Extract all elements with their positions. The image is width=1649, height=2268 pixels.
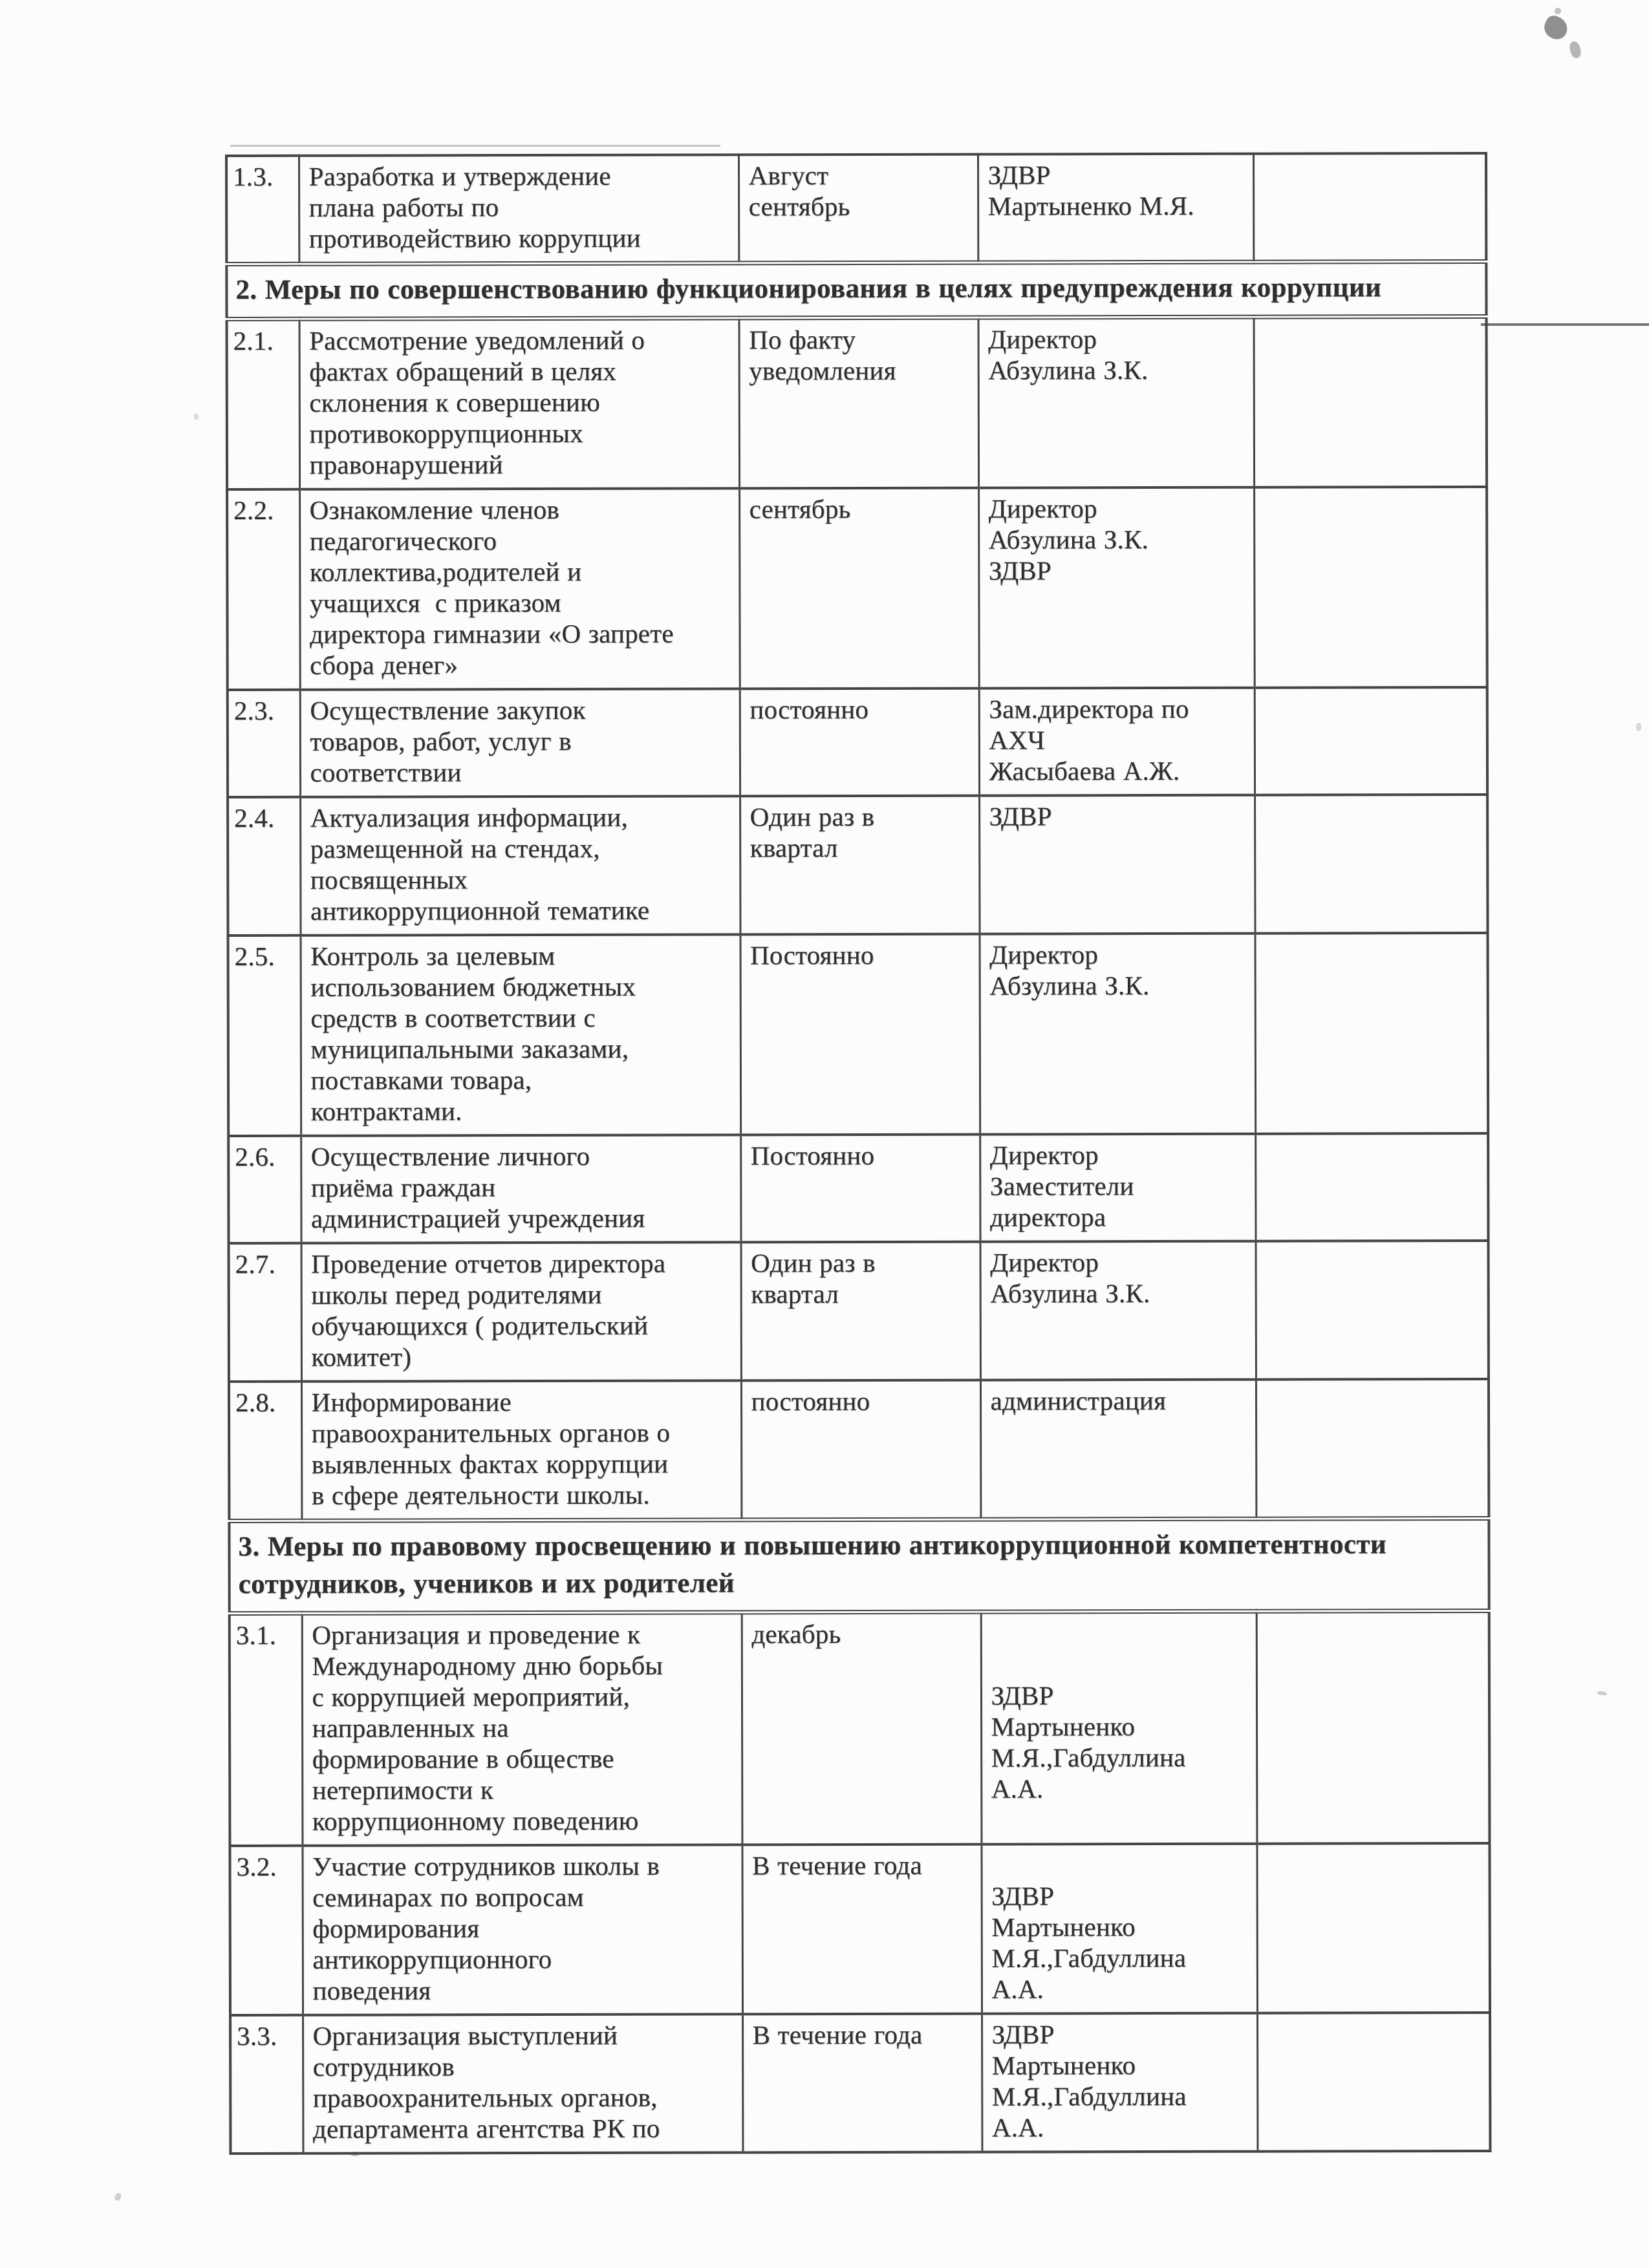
responsible-cell: Директор Абзулина З.К. ЗДВР xyxy=(978,487,1255,689)
activity-cell: Организация выступлений сотрудников правоохранительных органов, департамента агентства РК по xyxy=(303,2014,742,2153)
note-cell xyxy=(1257,2013,1490,2152)
responsible-cell: ЗДВР Мартыненко М.Я.,Габдуллина А.А. xyxy=(982,2013,1257,2152)
activity-cell: Осуществление закупок товаров, работ, услуг в соответствии xyxy=(300,689,740,797)
activity-cell: Разработка и утверждение плана работы по противодействию коррупции xyxy=(299,155,738,264)
row-number-cell: 3.3. xyxy=(230,2015,303,2154)
activity-cell: Проведение отчетов директора школы перед родителями обучающихся ( родительский комитет) xyxy=(301,1242,741,1381)
timing-cell: По факту уведомления xyxy=(739,317,979,488)
table-row xyxy=(230,1610,1490,1846)
note-cell xyxy=(1255,795,1487,934)
responsible-cell: Зам.директора по АХЧ Жасыбаева А.Ж. xyxy=(979,688,1255,796)
row-number-cell: 1.3. xyxy=(226,156,299,264)
table-row xyxy=(228,687,1487,797)
note-cell xyxy=(1256,1843,1490,2013)
scan-speck xyxy=(114,2192,123,2202)
row-number-cell: 3.2. xyxy=(230,1846,303,2015)
timing-cell: Постоянно xyxy=(740,934,980,1135)
table-row xyxy=(228,933,1489,1136)
scan-speck xyxy=(1555,8,1561,14)
timing-cell: декабрь xyxy=(742,1612,982,1845)
timing-cell: Август сентябрь xyxy=(738,155,978,263)
scan-artifact-bleed-line xyxy=(1481,323,1649,326)
table-row xyxy=(228,795,1487,936)
note-cell xyxy=(1254,487,1487,688)
table-row xyxy=(230,1843,1490,2015)
activity-cell: Контроль за целевым использованием бюджетных средств в соответствии с муниципальными заказами, поставками товара, контрактами. xyxy=(301,934,741,1135)
row-number-cell: 2.3. xyxy=(228,690,300,797)
table-row xyxy=(227,487,1487,690)
anticorruption-plan-table xyxy=(225,152,1491,2155)
scan-artifact-top-line xyxy=(230,145,720,147)
scan-speck xyxy=(1568,40,1582,59)
activity-cell: Информирование правоохранительных органов о выявленных фактах коррупции в сфере деятельности школы. xyxy=(301,1380,741,1521)
scan-speck xyxy=(1541,13,1571,43)
table-row xyxy=(227,316,1487,489)
note-cell xyxy=(1255,1133,1488,1241)
section-header-row xyxy=(229,1518,1489,1613)
section-header-cell: 2. Меры по совершенствованию функционирования в целях предупреждения коррупции xyxy=(226,261,1486,319)
note-cell xyxy=(1256,1241,1489,1380)
activity-cell: Участие сотрудников школы в семинарах по вопросам формирования антикоррупционного поведения xyxy=(302,1845,742,2015)
scan-speck xyxy=(1636,723,1641,731)
scan-speck xyxy=(1597,1691,1608,1696)
note-cell xyxy=(1255,933,1489,1134)
activity-cell: Осуществление личного приёма граждан администрацией учреждения xyxy=(301,1135,740,1243)
responsible-cell: Директор Абзулина З.К. xyxy=(980,934,1256,1135)
responsible-cell: Директор Абзулина З.К. xyxy=(978,317,1255,487)
responsible-cell: Директор Абзулина З.К. xyxy=(980,1241,1256,1380)
note-cell xyxy=(1254,316,1487,487)
responsible-cell: ЗДВР Мартыненко М.Я.,Габдуллина А.А. xyxy=(981,1611,1257,1844)
row-number-cell: 2.1. xyxy=(227,319,300,489)
timing-cell: Один раз в квартал xyxy=(741,1242,980,1381)
row-number-cell: 2.8. xyxy=(229,1382,301,1521)
responsible-cell: ЗДВР xyxy=(979,795,1255,934)
section-header-cell: 3. Меры по правовому просвещению и повышению антикоррупционной компетентности сотрудников, учеников и их родителей xyxy=(229,1518,1489,1613)
activity-cell: Организация и проведение к Международному дню борьбы с коррупцией мероприятий, направленных на формирование в обществе нетерпимости к коррупционному поведению xyxy=(302,1612,742,1846)
row-number-cell: 2.5. xyxy=(228,936,301,1136)
note-cell xyxy=(1255,687,1487,795)
responsible-cell: ЗДВР Мартыненко М.Я.,Габдуллина А.А. xyxy=(981,1844,1257,2014)
note-cell xyxy=(1253,153,1486,262)
row-number-cell: 2.2. xyxy=(227,489,300,690)
activity-cell: Ознакомление членов педагогического коллектива,родителей и учащихся с приказом директора гимназии «О запрете сбора денег» xyxy=(299,488,740,689)
scan-speck xyxy=(194,414,199,420)
timing-cell: В течение года xyxy=(742,2014,982,2153)
activity-cell: Актуализация информации, размещенной на стендах, посвященных антикоррупционной тематике xyxy=(300,796,740,935)
row-number-cell: 2.7. xyxy=(229,1243,301,1382)
table-row xyxy=(229,1379,1489,1521)
note-cell xyxy=(1256,1610,1490,1843)
timing-cell: постоянно xyxy=(740,689,979,797)
table-row xyxy=(226,153,1486,264)
timing-cell: Один раз в квартал xyxy=(740,796,979,935)
plan-table-body xyxy=(226,153,1490,2154)
row-number-cell: 2.6. xyxy=(228,1136,301,1243)
row-number-cell: 3.1. xyxy=(230,1613,303,1846)
responsible-cell: администрация xyxy=(980,1380,1256,1519)
responsible-cell: Директор Заместители директора xyxy=(980,1134,1255,1242)
timing-cell: сентябрь xyxy=(739,488,979,689)
responsible-cell: ЗДВР Мартыненко М.Я. xyxy=(978,154,1253,262)
timing-cell: Постоянно xyxy=(740,1135,980,1243)
note-cell xyxy=(1256,1379,1489,1519)
table-row xyxy=(228,1133,1488,1243)
section-header-row xyxy=(226,261,1486,319)
timing-cell: В течение года xyxy=(742,1845,982,2015)
timing-cell: постоянно xyxy=(741,1380,980,1520)
row-number-cell: 2.4. xyxy=(228,797,300,936)
activity-cell: Рассмотрение уведомлений о фактах обращений в целях склонения к совершению противокоррупционных правонарушений xyxy=(299,318,740,489)
table-row xyxy=(229,1241,1489,1382)
table-row xyxy=(230,2013,1490,2154)
